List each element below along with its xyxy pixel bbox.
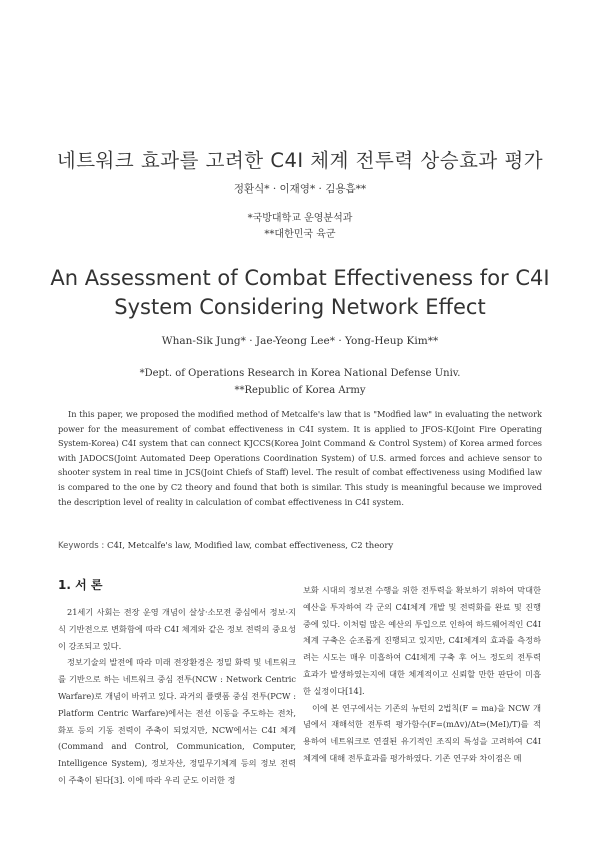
- right-column: [303, 582, 541, 767]
- korean-authors: 정환식* · 이재영* · 김용흡**: [233, 183, 367, 195]
- keywords-label: Keywords :: [58, 541, 107, 551]
- english-affiliations: [0, 366, 600, 399]
- english-affiliation-1: *Dept. of Operations Research in Korea National Defense Univ.: [139, 368, 461, 379]
- left-column: [58, 576, 296, 789]
- keywords-text: C4I, Metcalfe's law, Modified law, combat effectiveness, C2 theory: [107, 541, 394, 551]
- body-paragraph: 보화 시대의 정보전 수행을 위한 전투력을 확보하기 위하여 막대한 예산을 투자하여 각 군의 C4I체계 개발 및 전력화를 완료 및 진행 중에 있다. 이처럼 많은 예산의 투입으로 인하여 하드웨어적인 C4I체계 구축은 순조롭게 진행되고 있지만, C4I체계의 효과를 측정하려는 시도는 매우 미흡하여 C4I체계 구축 후 어느 정도의 전투력 효과가 발생하였는지에 대한 체계적이고 신뢰할 만한 판단이 미흡한 실정이다[14].: [303, 585, 541, 696]
- keywords: [58, 541, 542, 551]
- english-authors: Whan-Sik Jung* · Jae-Yeong Lee* · Yong-Heup Kim**: [161, 335, 439, 347]
- korean-affiliation-2: **대한민국 육군: [264, 229, 336, 240]
- korean-title: 네트워크 효과를 고려한 C4I 체계 전투력 상승효과 평가: [56, 149, 544, 172]
- section-heading: 1. 서 론: [58, 578, 103, 592]
- korean-affiliations: [0, 211, 600, 243]
- english-title: [0, 264, 600, 322]
- body-paragraph: 21세기 사회는 전장 운영 개념이 살상·소모전 중심에서 정보·지식 기반전으로 변화함에 따라 C4I 체계와 같은 정보 전력의 중요성이 강조되고 있다.: [58, 607, 296, 651]
- body-paragraph: 이에 본 연구에서는 기존의 뉴턴의 2법칙(F = ma)을 NCW 개념에서 재해석한 전투력 평가함수(F=(mΔv)/Δt⇒(MeI)/T)를 적용하여 네트워크로 연결된 유기적인 조직의 특성을 고려하여 C4I 체계에 대해 전투효과를 평가하였다. 기존 연구와 차이점은 메: [303, 702, 541, 763]
- english-title-line-1: An Assessment of Combat Effectiveness for C4I: [50, 266, 550, 290]
- abstract: In this paper, we proposed the modified method of Metcalfe's law that is "Modfied law" in evaluating the network power for the measurement of combat effectiveness in C4I system. It is applied to JFOS-K(Joint Fire Operating System-Korea) C4I system that can connect KJCCS(Korea Joint Command & Control System) of Korea armed forces with JADOCS(Joint Automated Deep Operations Coordination System) of U.S. armed forces and achieve sensor to shooter system in real time in JCS(Joint Chiefs of Staff) level. The result of combat effectiveness using Modified law is compared to the one by C2 theory and found that both is similar. This study is meaningful because we improved the description level of reality in calculation of combat effectiveness in C4I system.: [58, 409, 542, 507]
- english-affiliation-2: **Republic of Korea Army: [234, 384, 366, 396]
- body-paragraph: 정보기술의 발전에 따라 미래 전장환경은 정밀 화력 및 네트워크를 기반으로 하는 네트워크 중심 전투(NCW : Network Centric Warfare)로 개념이 바뀌고 있다. 과거의 플랫폼 중심 전투(PCW : Platform Centric Warfare)에서는 전선 이동을 주도하는 전차, 화포 등의 기동 전력이 주축이 되었지만, NCW에서는 C4I 체계(Command and Control, Communication, Computer, Intelligence System), 정보자산, 정밀무기체계 등의 정보 전력이 주축이 된다[3]. 이에 따라 우리 군도 이러한 정: [58, 657, 296, 785]
- english-title-line-2: System Considering Network Effect: [114, 295, 486, 319]
- korean-affiliation-1: *국방대학교 운영분석과: [247, 213, 353, 224]
